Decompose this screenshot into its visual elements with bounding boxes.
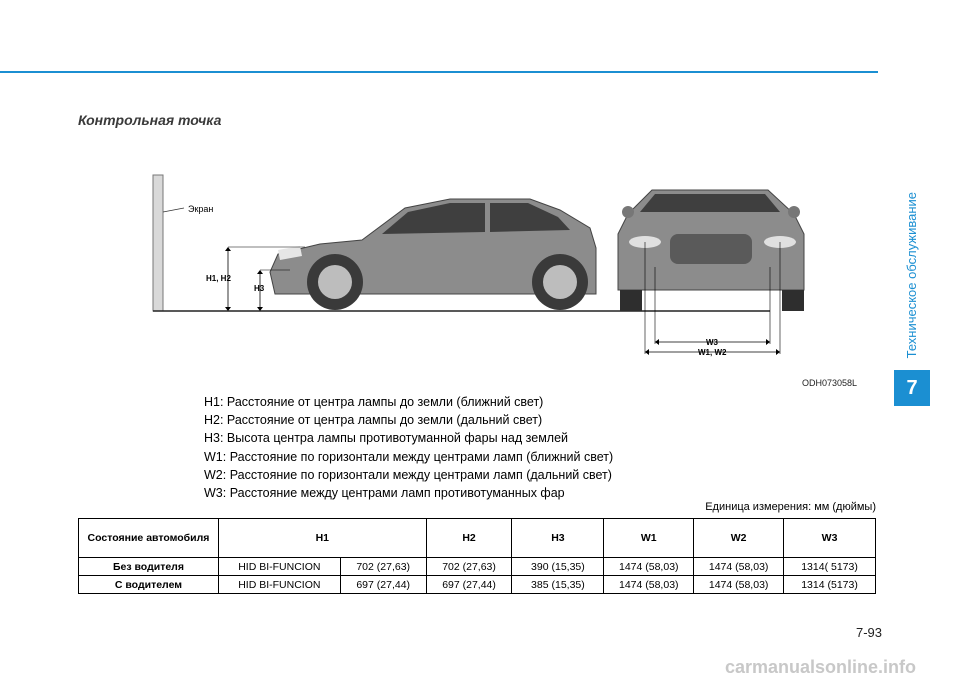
table-cell: 702 (27,63) [340,558,426,576]
h12-dimension-label: H1, H2 [206,274,231,283]
legend-h3: H3: Высота центра лампы противотуманной фары над землей [204,431,569,446]
front-view-car [618,190,804,311]
table-cell: 697 (27,44) [426,576,512,594]
top-rule [0,71,878,73]
section-title: Контрольная точка [78,112,222,128]
specs-table [78,518,876,594]
w12-dimension-label: W1, W2 [698,348,727,357]
table-cell: 1474 (58,03) [694,576,784,594]
header-h1: H1 [218,519,426,558]
legend-w2: W2: Расстояние по горизонтали между центрами ламп (дальний свет) [204,467,612,482]
table-header-row [79,519,876,558]
table-cell: 1474 (58,03) [604,558,694,576]
side-tab [893,180,929,370]
screen-wall [153,175,163,311]
chapter-number: 7 [894,370,930,406]
table-cell: С водителем [79,576,219,594]
table-row [79,558,876,576]
table-cell: 1474 (58,03) [604,576,694,594]
table-cell: 390 (15,35) [512,558,604,576]
legend-w3: W3: Расстояние между центрами ламп противотуманных фар [204,486,565,501]
w3-dimension-label: W3 [706,338,718,347]
table-cell: 702 (27,63) [426,558,512,576]
table-cell: 1314( 5173) [784,558,876,576]
units-note: Единица измерения: мм (дюймы) [705,501,876,513]
legend-h2: H2: Расстояние от центра лампы до земли (дальний свет) [204,413,543,428]
table-cell: 385 (15,35) [512,576,604,594]
table-row [79,576,876,594]
table-cell: 697 (27,44) [340,576,426,594]
headlamp-aiming-illustration [150,172,860,372]
table-cell: Без водителя [79,558,219,576]
header-h2: H2 [426,519,512,558]
header-w1: W1 [604,519,694,558]
screen-label: Экран [188,204,214,214]
table-cell: 1314 (5173) [784,576,876,594]
header-w2: W2 [694,519,784,558]
h3-dimension-label: H3 [254,284,265,293]
watermark: carmanualsonline.info [724,657,916,677]
side-tab-label: Техническое обслуживание [903,191,919,359]
header-h3: H3 [512,519,604,558]
table-cell: 1474 (58,03) [694,558,784,576]
side-view-car [270,199,596,310]
table-cell: HID BI-FUNCION [218,558,340,576]
header-w3: W3 [784,519,876,558]
legend-w1: W1: Расстояние по горизонтали между центрами ламп (ближний свет) [204,449,614,464]
legend-h1: H1: Расстояние от центра лампы до земли (ближний свет) [204,395,544,409]
page-number: 7-93 [855,625,882,640]
table-cell: HID BI-FUNCION [218,576,340,594]
legend [204,393,613,502]
header-vehicle-state: Состояние автомобиля [79,519,219,558]
image-code: ODH073058L [802,378,858,388]
